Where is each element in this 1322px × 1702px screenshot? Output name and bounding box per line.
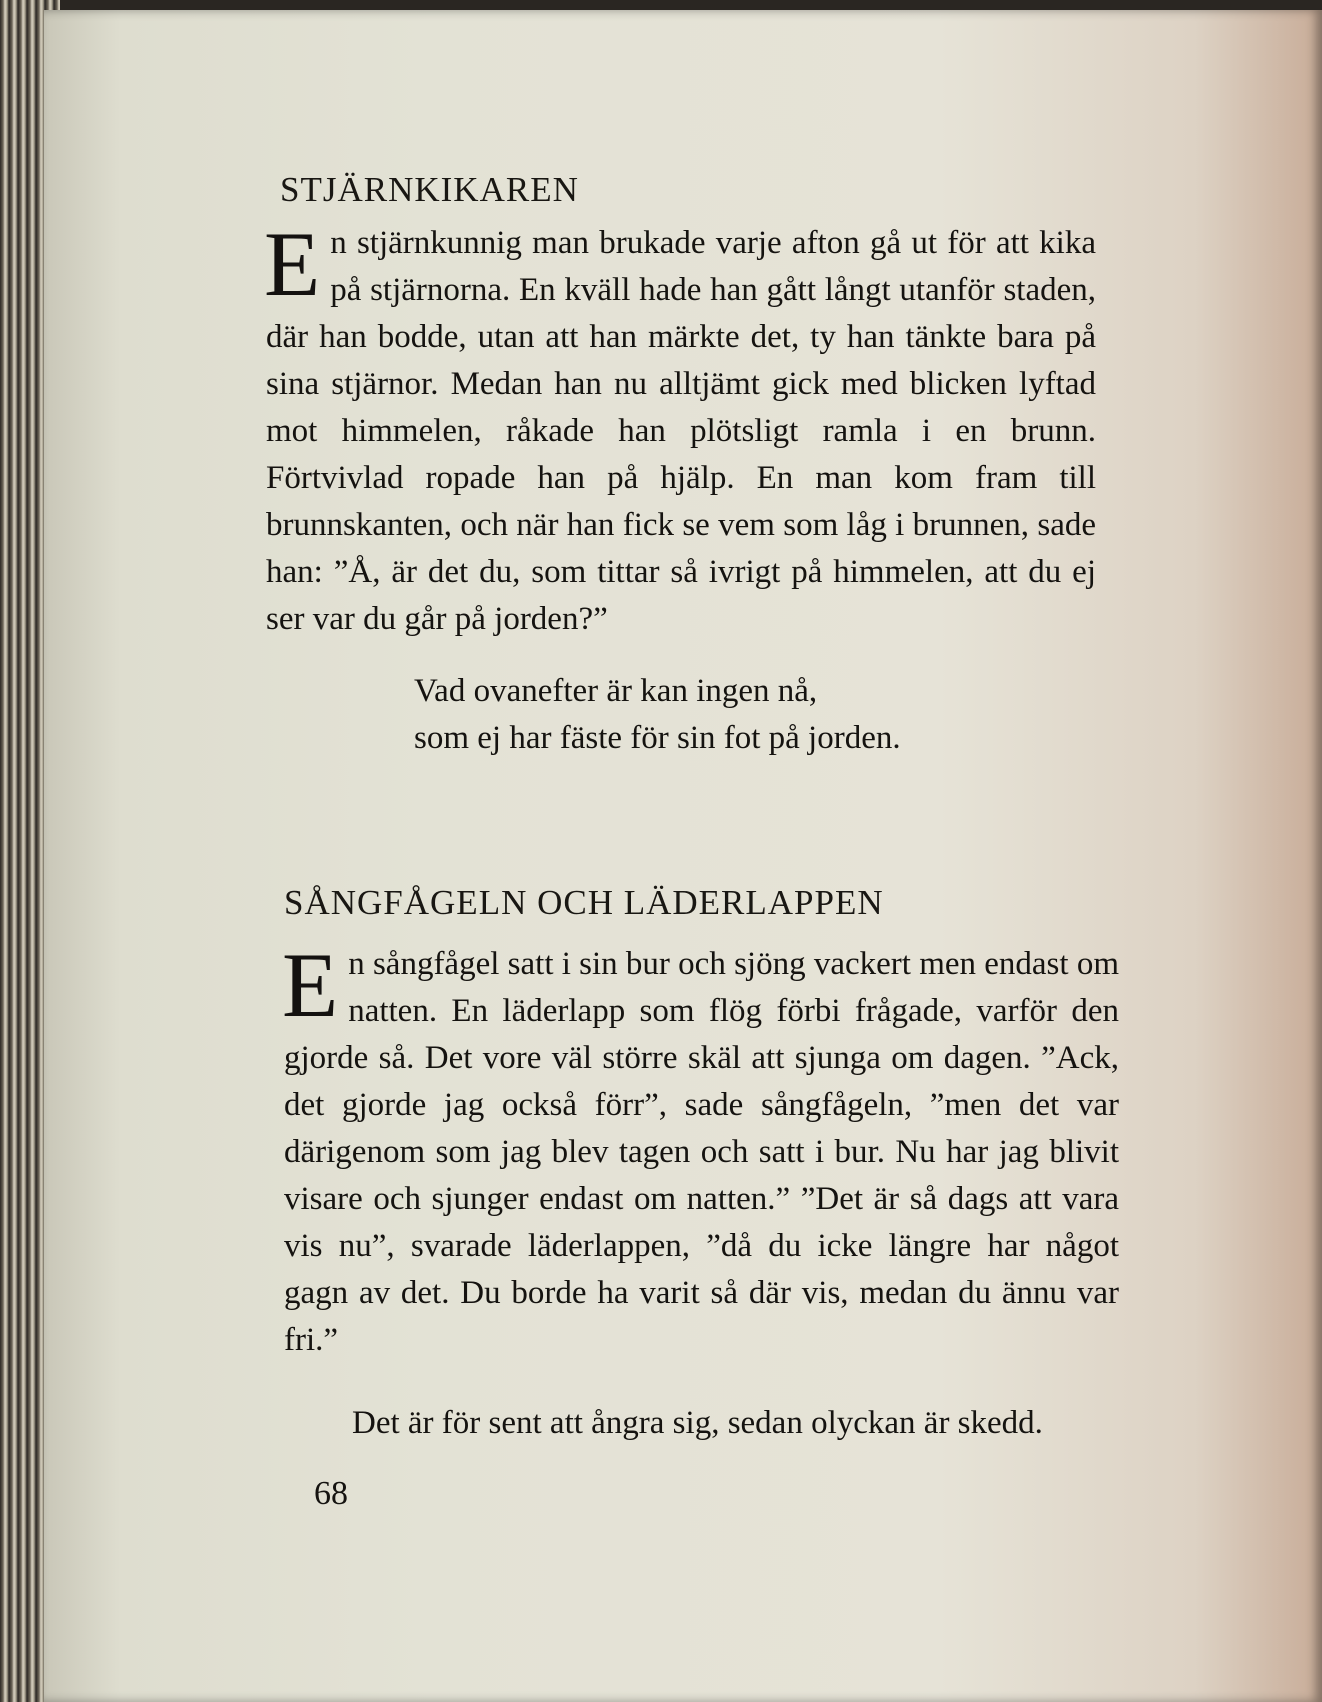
drop-cap: E (282, 934, 339, 1036)
story-title-stjarnkikaren: STJÄRNKIKAREN (280, 170, 579, 209)
story-body-stjarnkikaren (264, 213, 1096, 643)
verse-line-1: Vad ovanefter är kan ingen nå, (414, 673, 818, 709)
story-body-text: n sångfågel satt i sin bur och sjöng vackert men endast om natten. En läderlapp som flög förbi frågade, varför den gjorde så. Det vore väl större skäl att sjunga om dagen. ”Ack, det gjorde jag också förr”, sade sångfågeln, ”men det var därigenom som jag blev tagen och satt i bur. Nu har jag blivit visare och sjunger endast om natten.” ”Det är så dags att vara vis nu”, svarade läderlappen, ”då du icke längre har något gagn av det. Du borde ha varit så där vis, medan du ännu var fri.” (284, 946, 1119, 1358)
verse-line-2: som ej har fäste för sin fot på jorden. (414, 720, 901, 756)
moral-line: Det är för sent att ångra sig, sedan olyckan är skedd. (352, 1405, 1043, 1441)
story-body-text: n stjärnkunnig man brukade varje afton gå ut för att kika på stjärnorna. En kväll hade han gått långt utanför staden, där han bodde, utan att han märkte det, ty han tänkte bara på sina stjärnor. Medan han nu alltjämt gick med blicken lyftad mot himmelen, råkade han plötsligt ramla i en brunn. Förtvivlad ropade han på hjälp. En man kom fram till brunnskanten, och när han fick se vem som låg i brunnen, sade han: ”Å, är det du, som tittar så ivrigt på himmelen, att du ej ser var du går på jorden?” (266, 225, 1096, 637)
book-page (44, 10, 1322, 1702)
story-body-sangfageln (282, 934, 1119, 1364)
story-title-sangfageln: SÅNGFÅGELN OCH LÄDERLAPPEN (284, 883, 884, 922)
page-number: 68 (314, 1475, 348, 1512)
drop-cap: E (264, 213, 321, 315)
